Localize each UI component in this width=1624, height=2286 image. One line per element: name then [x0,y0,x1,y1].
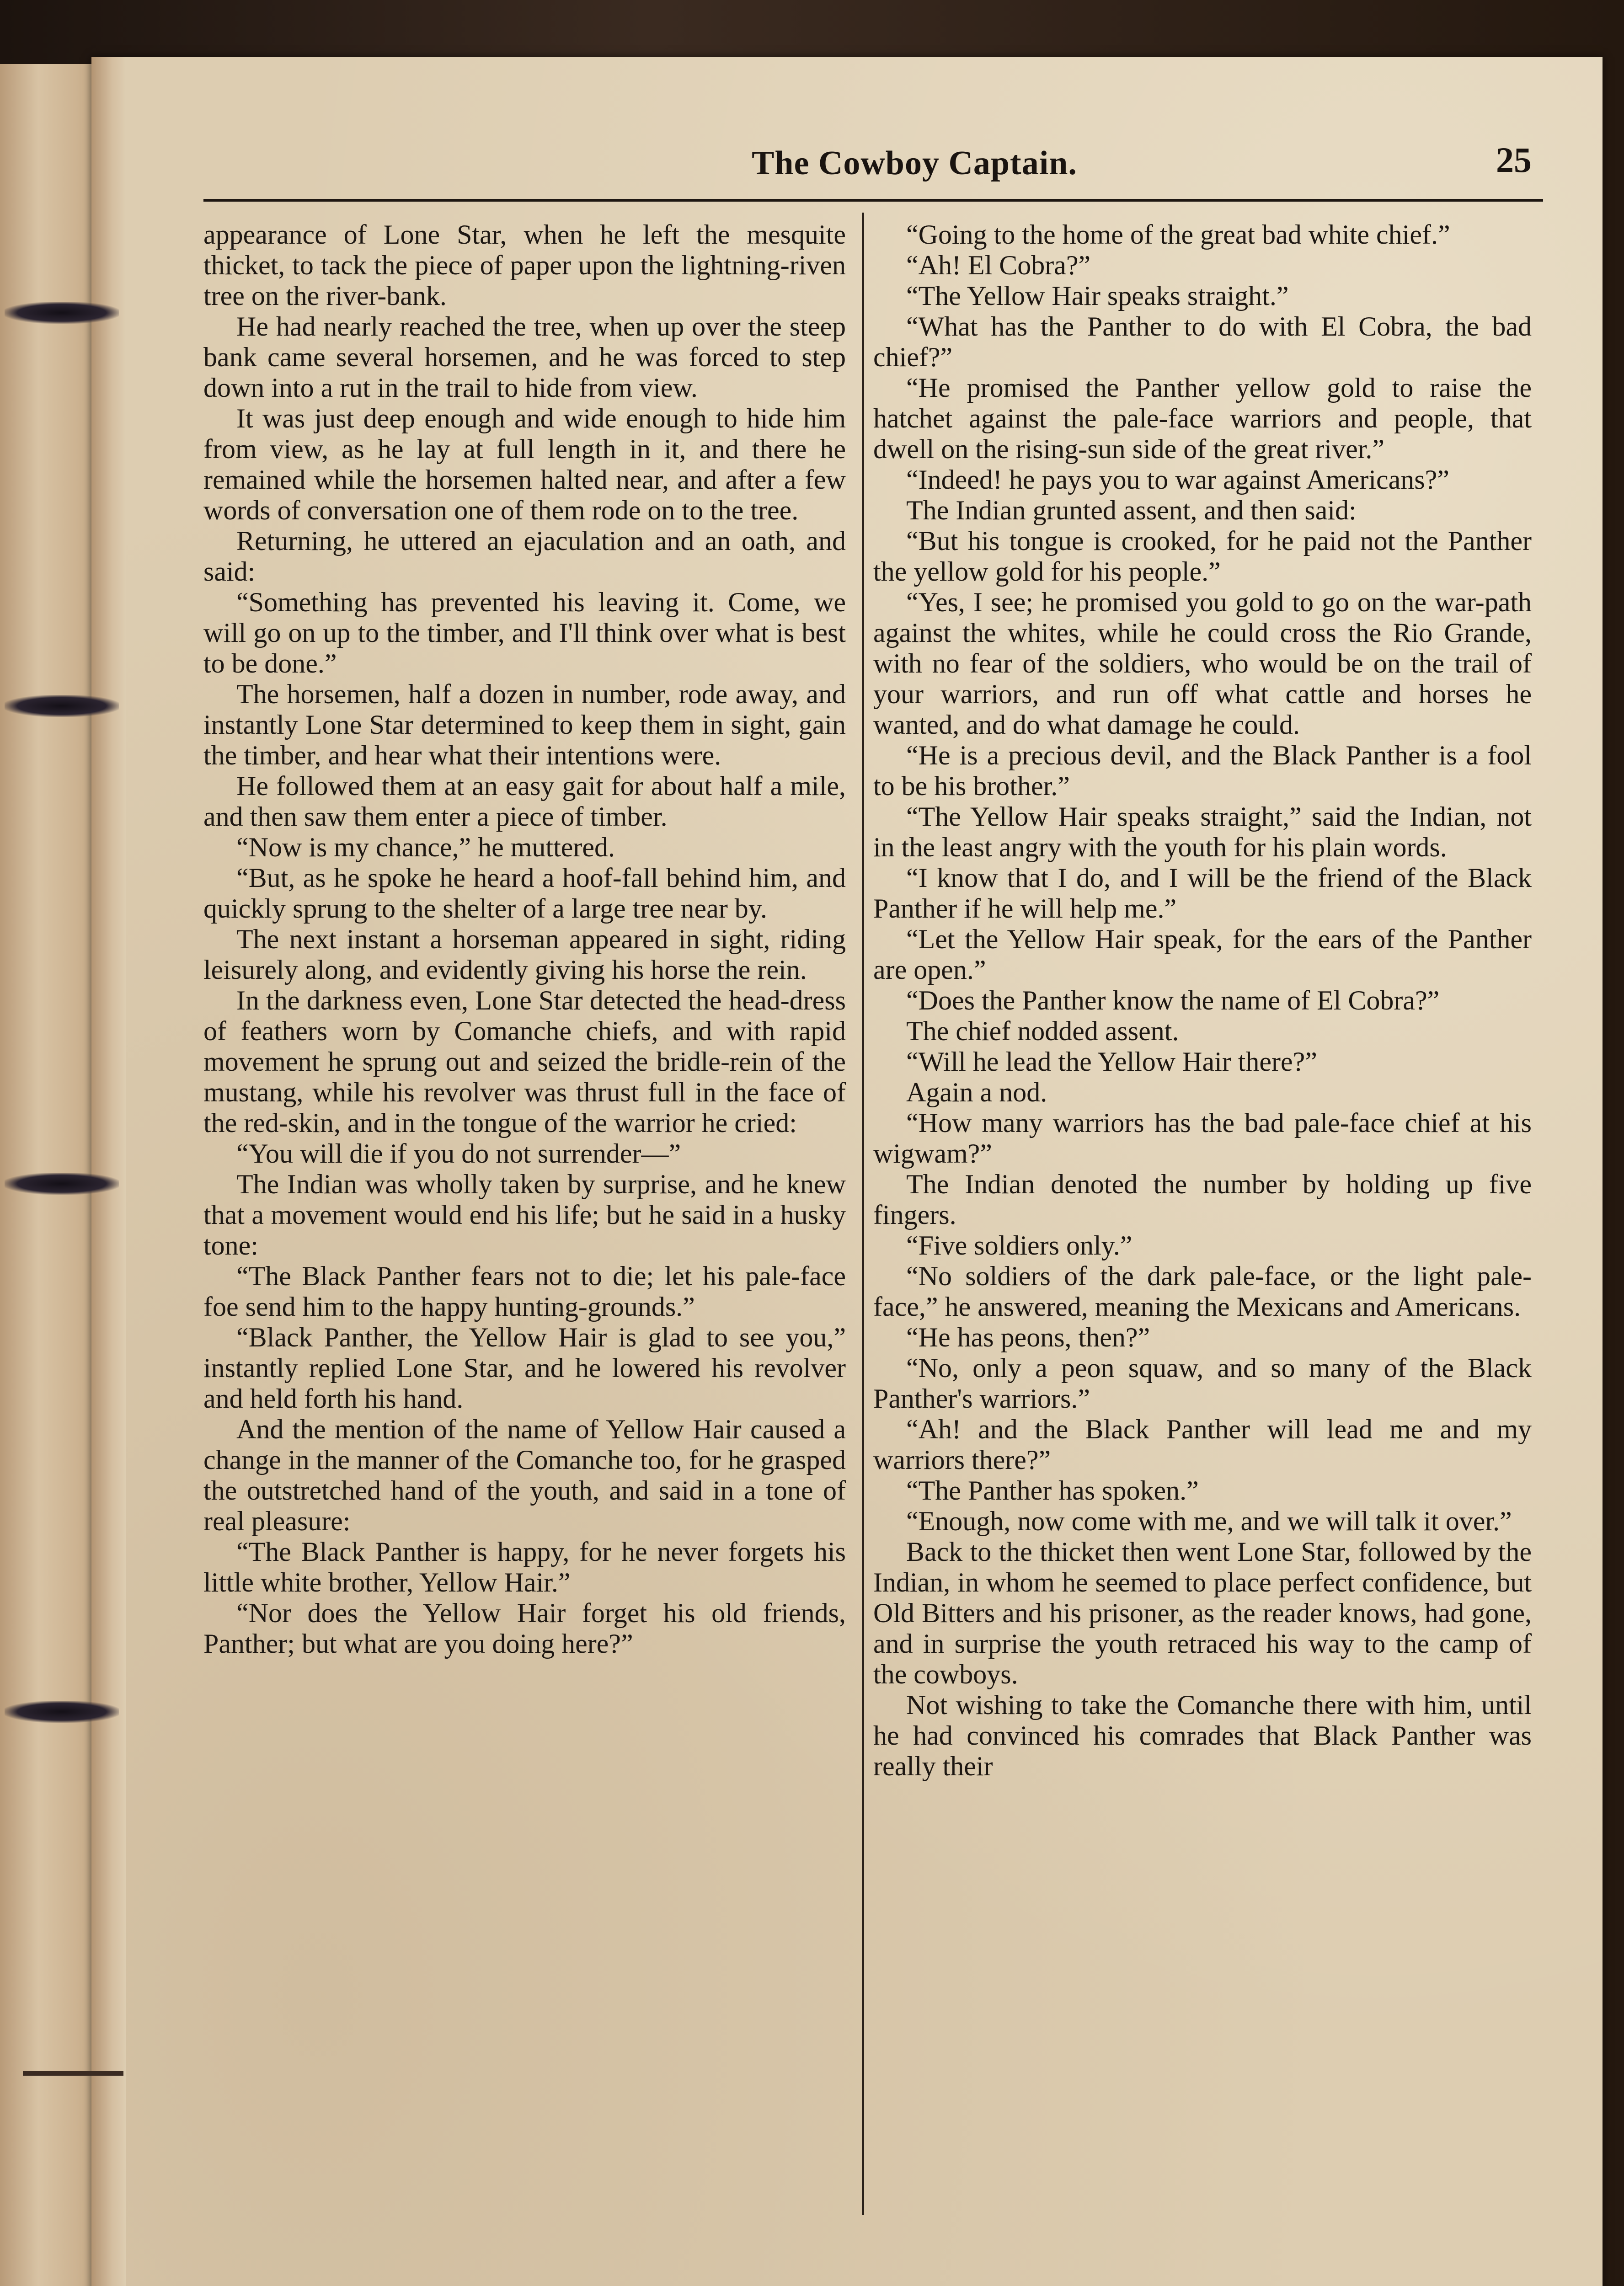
paragraph: He had nearly reached the tree, when up over the steep bank came several horsemen, and he was forced to step down into a rut in the trail to hide from view. [203,311,846,403]
paragraph: “He is a precious devil, and the Black Panther is a fool to be his brother.” [873,740,1532,801]
paragraph: “The Black Panther fears not to die; let his pale-face foe send him to the happy hunting-grounds.” [203,1261,846,1322]
paragraph: The next instant a horseman appeared in sight, riding leisurely along, and evidently giving his horse the rein. [203,924,846,985]
binding-stitch [23,2071,123,2076]
paragraph: He followed them at an easy gait for about half a mile, and then saw them enter a piece of timber. [203,771,846,832]
paragraph: “Nor does the Yellow Hair forget his old friends, Panther; but what are you doing here?” [203,1598,846,1659]
right-text-column [873,219,1532,2245]
paragraph: Again a nod. [906,1077,1047,1107]
binding-staple [5,695,119,717]
paragraph: “The Yellow Hair speaks straight.” [906,281,1289,311]
paragraph: “What has the Panther to do with El Cobra, the bad chief?” [873,311,1532,372]
binding-staple [5,302,119,324]
paragraph: The Indian denoted the number by holding up five fingers. [873,1169,1532,1230]
paragraph: “He promised the Panther yellow gold to raise the hatchet against the pale-face warriors and people, that dwell on the rising-sun side of the great river.” [873,373,1532,464]
paragraph: “Something has prevented his leaving it. Come, we will go on up to the timber, and I'll think over what is best to be done.” [203,587,846,678]
binding-staple [5,1173,119,1195]
paragraph: “The Yellow Hair speaks straight,” said the Indian, not in the least angry with the youth for his plain words. [873,801,1532,862]
paragraph: Returning, he uttered an ejaculation and an oath, and said: [203,526,846,587]
paragraph: “How many warriors has the bad pale-face chief at his wigwam?” [873,1108,1532,1169]
paragraph: appearance of Lone Star, when he left the mesquite thicket, to tack the piece of paper upon the lightning-riven tree on the river-bank. [203,219,846,311]
paragraph: “Enough, now come with me, and we will talk it over.” [906,1506,1512,1536]
page-binding [91,57,126,2286]
paragraph: The Indian was wholly taken by surprise, and he knew that a movement would end his life; but he said in a husky tone: [203,1169,846,1261]
paragraph: The Indian grunted assent, and then said: [906,495,1357,525]
left-text-column [203,219,846,2245]
paragraph: “I know that I do, and I will be the friend of the Black Panther if he will help me.” [873,863,1532,924]
paragraph: “No soldiers of the dark pale-face, or the light pale-face,” he answered, meaning the Mexicans and Americans. [873,1261,1532,1322]
paragraph: “Black Panther, the Yellow Hair is glad to see you,” instantly replied Lone Star, and he lowered his revolver and held forth his hand. [203,1322,846,1414]
paragraph: “No, only a peon squaw, and so many of the Black Panther's warriors.” [873,1353,1532,1414]
running-title: The Cowboy Captain. [752,144,1077,182]
paragraph: “Will he lead the Yellow Hair there?” [906,1047,1317,1077]
book-page [91,57,1603,2286]
paragraph: “Indeed! he pays you to war against Americans?” [906,465,1449,495]
paragraph: “But, as he spoke he heard a hoof-fall behind him, and quickly sprung to the shelter of a large tree near by. [203,863,846,924]
paragraph: “Yes, I see; he promised you gold to go on the war-path against the whites, while he could cross the Rio Grande, with no fear of the soldiers, who would be on the trail of your warriors, and run off what cattle and horses he wanted, and do what damage he could. [873,587,1532,740]
header-rule [203,199,1543,202]
paragraph: And the mention of the name of Yellow Hair caused a change in the manner of the Comanche too, for he grasped the outstretched hand of the youth, and said in a tone of real pleasure: [203,1414,846,1536]
paragraph: “The Panther has spoken.” [906,1475,1199,1506]
paragraph: The chief nodded assent. [906,1016,1179,1046]
paragraph: Not wishing to take the Comanche there with him, until he had convinced his comrades that Black Panther was really their [873,1690,1532,1781]
paragraph: “He has peons, then?” [906,1322,1150,1352]
paragraph: “Let the Yellow Hair speak, for the ears of the Panther are open.” [873,924,1532,985]
paragraph: “The Black Panther is happy, for he never forgets his little white brother, Yellow Hair.” [203,1537,846,1597]
paragraph: Back to the thicket then went Lone Star, followed by the Indian, in whom he seemed to place perfect confidence, but Old Bitters and his prisoner, as the reader knows, had gone, and in surprise the youth retraced his way to the camp of the cowboys. [873,1537,1532,1689]
paragraph: “Now is my chance,” he muttered. [236,832,615,862]
paragraph: “Going to the home of the great bad white chief.” [906,219,1450,250]
paragraph: “Ah! and the Black Panther will lead me and my warriors there?” [873,1414,1532,1475]
paragraph: “Five soldiers only.” [906,1230,1133,1261]
paragraph: In the darkness even, Lone Star detected the head-dress of feathers worn by Comanche chiefs, and with rapid movement he sprung out and seized the bridle-rein of the mustang, while his revolver was thrust full in the face of the red-skin, and in the tongue of the warrior he cried: [203,985,846,1138]
binding-staple [5,1701,119,1723]
paragraph: The horsemen, half a dozen in number, rode away, and instantly Lone Star determined to keep them in sight, gain the timber, and hear what their intentions were. [203,679,846,770]
paragraph: It was just deep enough and wide enough to hide him from view, as he lay at full length in it, and there he remained while the horsemen halted near, and after a few words of conversation one of them rode on to the tree. [203,403,846,525]
page-number: 25 [1496,140,1532,180]
paragraph: “But his tongue is crooked, for he paid not the Panther the yellow gold for his people.” [873,526,1532,587]
paragraph: “Does the Panther know the name of El Cobra?” [906,985,1440,1015]
column-divider [862,213,864,2215]
paragraph: “Ah! El Cobra?” [906,250,1091,280]
paragraph: “You will die if you do not surrender—” [236,1138,681,1169]
